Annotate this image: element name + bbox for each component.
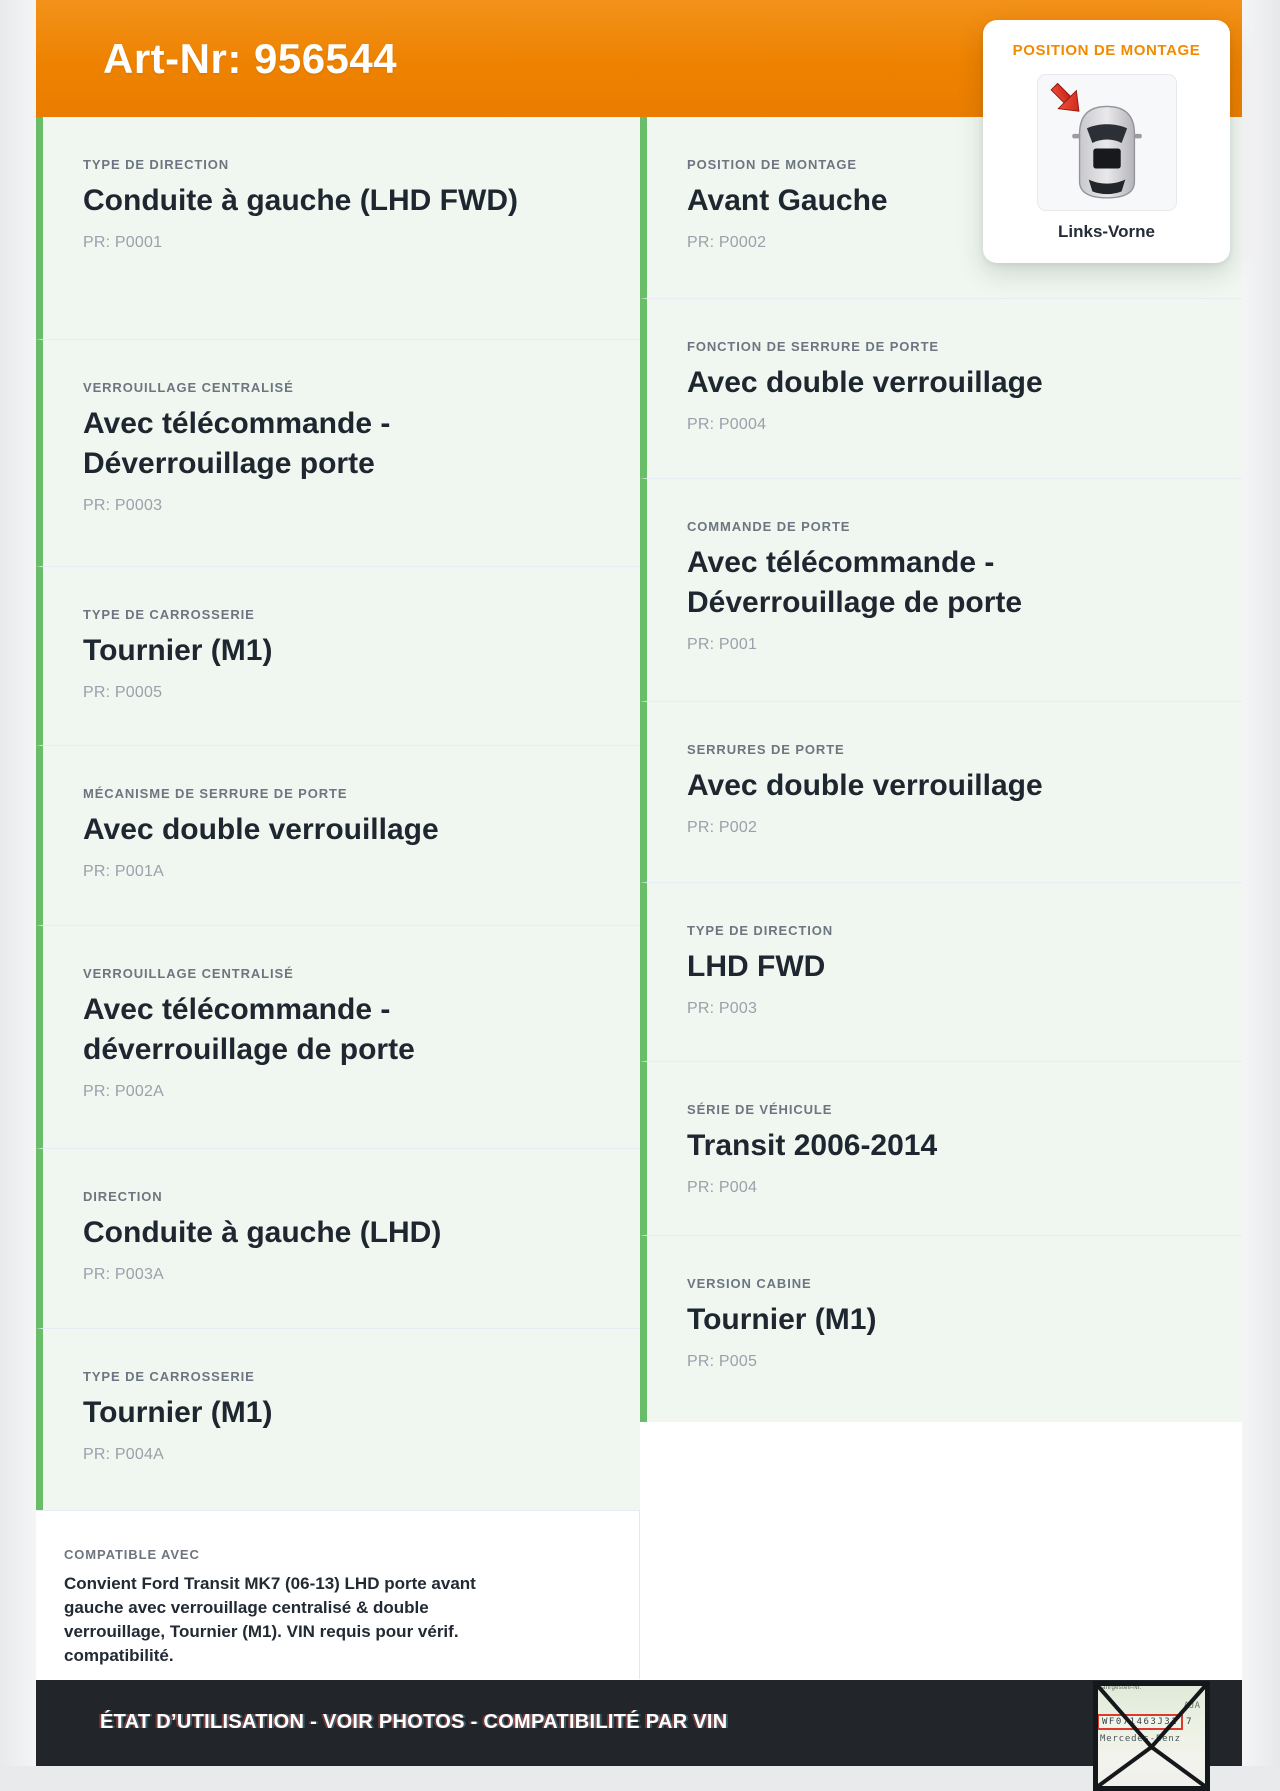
spec-value: Tournier (M1) xyxy=(83,634,273,667)
spec-card xyxy=(640,1061,1242,1235)
spec-value: Conduite à gauche (LHD FWD) xyxy=(83,184,518,217)
listing-content xyxy=(36,0,1242,1766)
spec-label: DIRECTION xyxy=(83,1189,163,1204)
spec-label: SÉRIE DE VÉHICULE xyxy=(687,1102,833,1117)
spec-label: MÉCANISME DE SERRURE DE PORTE xyxy=(83,786,348,801)
doc-vin-label: Fahrgestell-Nr. xyxy=(1098,1685,1142,1691)
mounting-position-title: POSITION DE MONTAGE xyxy=(1012,42,1201,59)
spec-value: Avec télécommande - déverrouillage de porte xyxy=(83,993,415,1066)
spec-card xyxy=(640,882,1242,1061)
doc-vin-suffix: 7 xyxy=(1186,1717,1192,1727)
spec-card xyxy=(640,298,1242,478)
spec-label: FONCTION DE SERRURE DE PORTE xyxy=(687,339,939,354)
spec-value: Avant Gauche xyxy=(687,184,888,217)
spec-pr-code: PR: P003 xyxy=(687,1000,758,1017)
spec-label: VERROUILLAGE CENTRALISÉ xyxy=(83,966,294,981)
spec-pr-code: PR: P001A xyxy=(83,863,164,880)
spec-value: Avec double verrouillage xyxy=(83,813,439,846)
spec-value: Avec télécommande - Déverrouillage porte xyxy=(83,407,391,480)
spec-pr-code: PR: P002 xyxy=(687,819,758,836)
spec-columns xyxy=(36,117,1242,1679)
spec-label: VERROUILLAGE CENTRALISÉ xyxy=(83,380,294,395)
spec-value: Avec double verrouillage xyxy=(687,366,1043,399)
spec-pr-code: PR: P003A xyxy=(83,1266,164,1283)
spec-label: VERSION CABINE xyxy=(687,1276,812,1291)
spec-pr-code: PR: P0001 xyxy=(83,234,163,251)
doc-vin-redbox: WF071463J31 xyxy=(1097,1714,1183,1730)
spec-pr-code: PR: P0002 xyxy=(687,234,767,251)
spec-pr-code: PR: P0003 xyxy=(83,497,163,514)
spec-pr-code: PR: P004 xyxy=(687,1179,758,1196)
spec-value: Transit 2006-2014 xyxy=(687,1129,938,1162)
status-footer-bar xyxy=(36,1680,1242,1766)
spec-card xyxy=(36,339,640,566)
spec-label: TYPE DE CARROSSERIE xyxy=(83,607,255,622)
spec-card xyxy=(36,745,640,925)
spec-card xyxy=(640,478,1242,701)
spec-value: Tournier (M1) xyxy=(687,1303,877,1336)
spec-label: TYPE DE DIRECTION xyxy=(83,157,230,172)
spec-label: POSITION DE MONTAGE xyxy=(687,157,857,172)
compatibility-card xyxy=(36,1510,640,1679)
spec-label: SERRURES DE PORTE xyxy=(687,742,845,757)
spec-value: Avec double verrouillage xyxy=(687,769,1043,802)
spec-value: Tournier (M1) xyxy=(83,1396,273,1429)
spec-column-left xyxy=(36,117,640,1679)
spec-pr-code: PR: P0004 xyxy=(687,416,767,433)
envelope-icon xyxy=(1093,1681,1210,1791)
spec-card xyxy=(36,117,640,339)
spec-value: LHD FWD xyxy=(687,950,826,983)
spec-column-right xyxy=(640,117,1242,1422)
spec-pr-code: PR: P002A xyxy=(83,1083,164,1100)
spec-pr-code: PR: P005 xyxy=(687,1353,758,1370)
doc-mark: AJA xyxy=(1183,1701,1200,1711)
spec-card xyxy=(36,925,640,1148)
spec-pr-code: PR: P0005 xyxy=(83,684,163,701)
mounting-position-card xyxy=(983,20,1230,263)
spec-value: Avec télécommande - Déverrouillage de porte xyxy=(687,546,1023,619)
spec-label: TYPE DE DIRECTION xyxy=(687,923,834,938)
doc-brand-text: Mercedes-Benz xyxy=(1100,1734,1181,1744)
spec-card xyxy=(640,1235,1242,1422)
spec-pr-code: PR: P004A xyxy=(83,1446,164,1463)
page-left-margin xyxy=(0,0,36,1766)
page-right-margin xyxy=(1242,0,1280,1766)
compatibility-text: Convient Ford Transit MK7 (06-13) LHD porte avant gauche avec verrouillage centralisé & double verrouillage, Tournier (M1). VIN requis pour vérif. compatibilité. xyxy=(64,1574,476,1665)
vehicle-registration-document-thumbnail xyxy=(1093,1681,1210,1791)
spec-pr-code: PR: P001 xyxy=(687,636,758,653)
spec-value: Conduite à gauche (LHD) xyxy=(83,1216,442,1249)
footer-status-text: ÉTAT D’UTILISATION - VOIR PHOTOS - COMPATIBILITÉ PAR VIN xyxy=(100,1711,728,1733)
spec-card xyxy=(36,1328,640,1510)
spec-card xyxy=(640,701,1242,882)
car-position-image-frame xyxy=(1037,74,1177,211)
article-number-title: Art-Nr: 956544 xyxy=(103,34,398,82)
spec-card xyxy=(36,1148,640,1328)
spec-card xyxy=(36,566,640,745)
compatibility-label: COMPATIBLE AVEC xyxy=(64,1547,200,1562)
spec-label: COMMANDE DE PORTE xyxy=(687,519,851,534)
car-top-view-icon xyxy=(1043,80,1171,205)
spec-label: TYPE DE CARROSSERIE xyxy=(83,1369,255,1384)
mounting-position-caption: Links-Vorne xyxy=(1058,222,1155,241)
